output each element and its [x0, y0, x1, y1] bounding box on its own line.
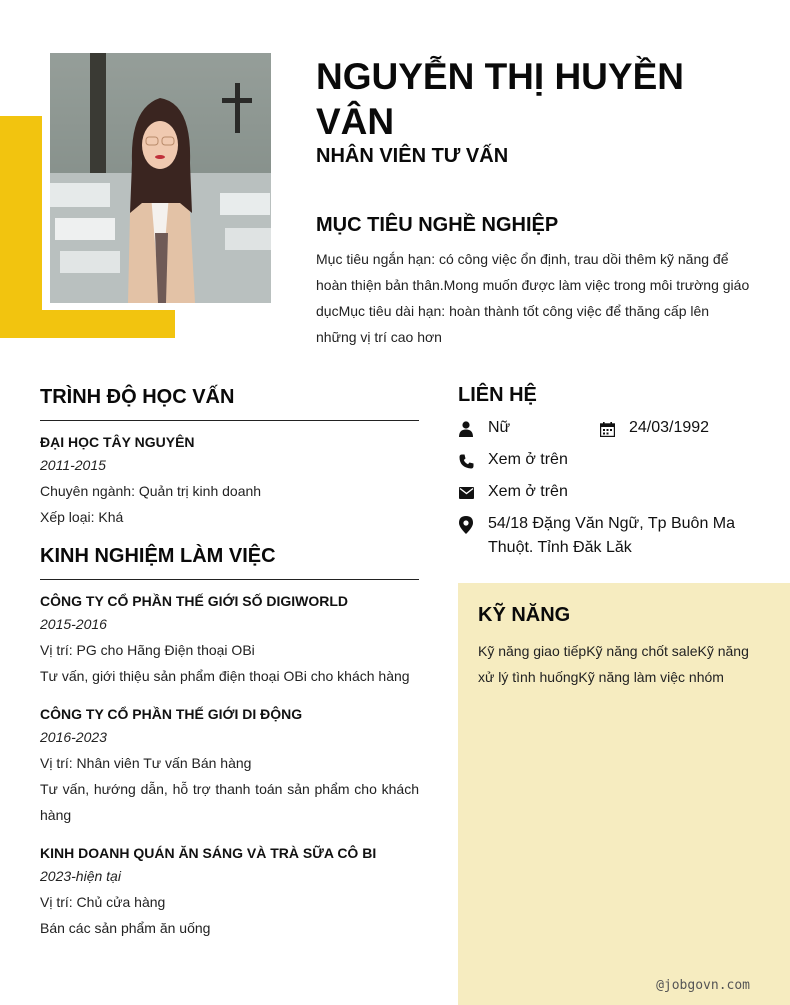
education-entry	[40, 432, 419, 530]
education-divider	[40, 420, 419, 421]
contact-address	[458, 512, 758, 560]
contact-gender	[458, 416, 510, 440]
accent-yellow-block	[0, 116, 42, 338]
objective-title: MỤC TIÊU NGHỀ NGHIỆP	[316, 214, 559, 236]
phone-value: Xem ở trên	[488, 451, 568, 468]
calendar-icon	[599, 420, 615, 438]
job-company: KINH DOANH QUÁN ĂN SÁNG VÀ TRÀ SỮA CÔ BI	[40, 845, 377, 861]
education-major: Chuyên ngành: Quản trị kinh doanh	[40, 483, 262, 499]
map-pin-icon	[458, 516, 474, 534]
job-entry	[40, 843, 419, 941]
job-entry	[40, 704, 419, 828]
person-icon	[458, 420, 474, 438]
experience-title: KINH NGHIỆM LÀM VIỆC	[40, 545, 276, 567]
watermark: @jobgovn.com	[656, 978, 750, 993]
job-role: Vị trí: Nhân viên Tư vấn Bán hàng	[40, 755, 252, 771]
dob-value: 24/03/1992	[629, 419, 710, 436]
education-period: 2011-2015	[40, 457, 106, 473]
job-period: 2015-2016	[40, 616, 107, 632]
education-grade: Xếp loại: Khá	[40, 509, 124, 525]
phone-icon	[458, 452, 474, 470]
experience-divider	[40, 579, 419, 580]
contact-phone	[458, 448, 568, 472]
profile-photo	[50, 53, 271, 303]
skills-panel	[458, 583, 790, 1005]
contact-dob	[599, 416, 709, 440]
gender-value: Nữ	[488, 419, 511, 436]
education-title: TRÌNH ĐỘ HỌC VẤN	[40, 386, 235, 408]
contact-title: LIÊN HỆ	[458, 384, 537, 406]
job-period: 2023-hiện tại	[40, 868, 121, 884]
job-description: Tư vấn, hướng dẫn, hỗ trợ thanh toán sản phẩm cho khách hàng	[40, 781, 419, 823]
accent-yellow-strip	[0, 310, 175, 338]
education-school: ĐẠI HỌC TÂY NGUYÊN	[40, 434, 195, 450]
envelope-icon	[458, 484, 474, 502]
skills-text: Kỹ năng giao tiếpKỹ năng chốt saleKỹ năng xử lý tình huốngKỹ năng làm việc nhóm	[478, 643, 749, 685]
job-role: Vị trí: Chủ cửa hàng	[40, 894, 166, 910]
objective-text: Mục tiêu ngắn hạn: có công việc ổn định, trau dồi thêm kỹ năng để hoàn thiện bản thân.Mong muốn được làm việc trong môi trường giáo dụcMục tiêu dài hạn: hoàn thành tốt công việc để thăng cấp lên những vị trí cao hơn	[316, 251, 750, 345]
job-description: Tư vấn, giới thiệu sản phẩm điện thoại OBi cho khách hàng	[40, 668, 410, 684]
job-company: CÔNG TY CỔ PHẦN THẾ GIỚI DI ĐỘNG	[40, 706, 303, 722]
job-role: Vị trí: PG cho Hãng Điện thoại OBi	[40, 642, 255, 658]
contact-email	[458, 480, 568, 504]
job-description: Bán các sản phẩm ăn uống	[40, 920, 211, 936]
address-value: 54/18 Đặng Văn Ngữ, Tp Buôn Ma Thuột. Tỉnh Đăk Lăk	[488, 515, 736, 556]
skills-title: KỸ NĂNG	[478, 604, 571, 626]
job-entry	[40, 591, 419, 689]
candidate-position: NHÂN VIÊN TƯ VẤN	[316, 145, 509, 167]
job-company: CÔNG TY CỔ PHẦN THẾ GIỚI SỐ DIGIWORLD	[40, 593, 349, 609]
job-period: 2016-2023	[40, 729, 107, 745]
candidate-name: NGUYỄN THỊ HUYỀN VÂN	[316, 56, 684, 142]
email-value: Xem ở trên	[488, 483, 568, 500]
